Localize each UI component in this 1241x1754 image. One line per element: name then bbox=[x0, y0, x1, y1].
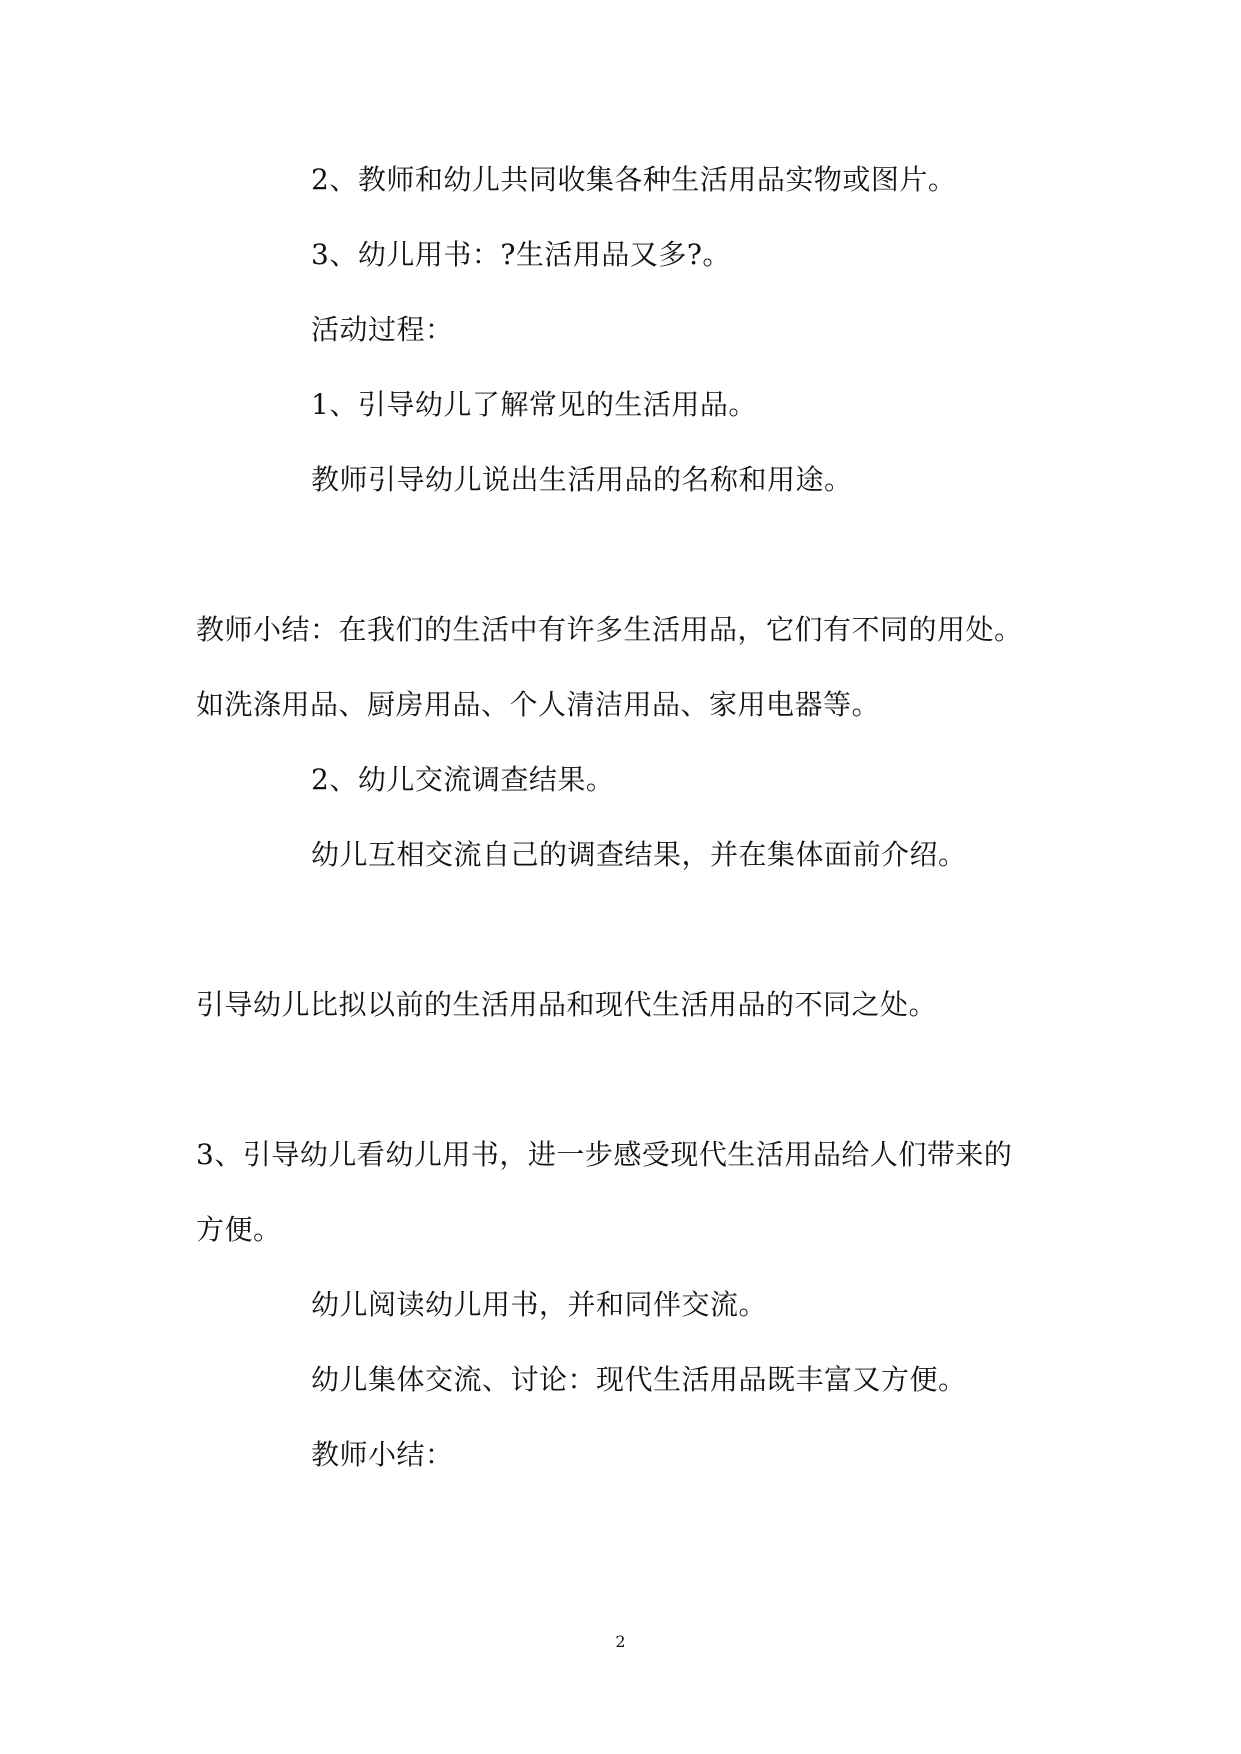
paragraph-line: 幼儿集体交流、讨论：现代生活用品既丰富又方便。 bbox=[311, 1363, 967, 1396]
paragraph-line: 2、幼儿交流调查结果。 bbox=[311, 763, 615, 796]
paragraph-line: 2、教师和幼儿共同收集各种生活用品实物或图片。 bbox=[311, 163, 957, 196]
paragraph-line: 如洗涤用品、厨房用品、个人清洁用品、家用电器等。 bbox=[196, 688, 881, 721]
paragraph-line: 教师小结：在我们的生活中有许多生活用品，它们有不同的用处。 bbox=[196, 613, 1023, 646]
paragraph-line: 引导幼儿比拟以前的生活用品和现代生活用品的不同之处。 bbox=[196, 988, 938, 1021]
paragraph-line: 幼儿阅读幼儿用书，并和同伴交流。 bbox=[311, 1288, 768, 1321]
paragraph-line: 1、引导幼儿了解常见的生活用品。 bbox=[311, 388, 757, 421]
paragraph-line: 3、引导幼儿看幼儿用书，进一步感受现代生活用品给人们带来的 bbox=[196, 1138, 1013, 1171]
page-number: 2 bbox=[615, 1632, 626, 1651]
paragraph-line: 教师小结： bbox=[311, 1438, 454, 1471]
section-heading: 活动过程： bbox=[311, 313, 454, 346]
paragraph-line: 3、幼儿用书：?生活用品又多?。 bbox=[311, 238, 731, 271]
paragraph-line: 方便。 bbox=[196, 1213, 282, 1246]
paragraph-line: 幼儿互相交流自己的调查结果，并在集体面前介绍。 bbox=[311, 838, 967, 871]
paragraph-line: 教师引导幼儿说出生活用品的名称和用途。 bbox=[311, 463, 853, 496]
